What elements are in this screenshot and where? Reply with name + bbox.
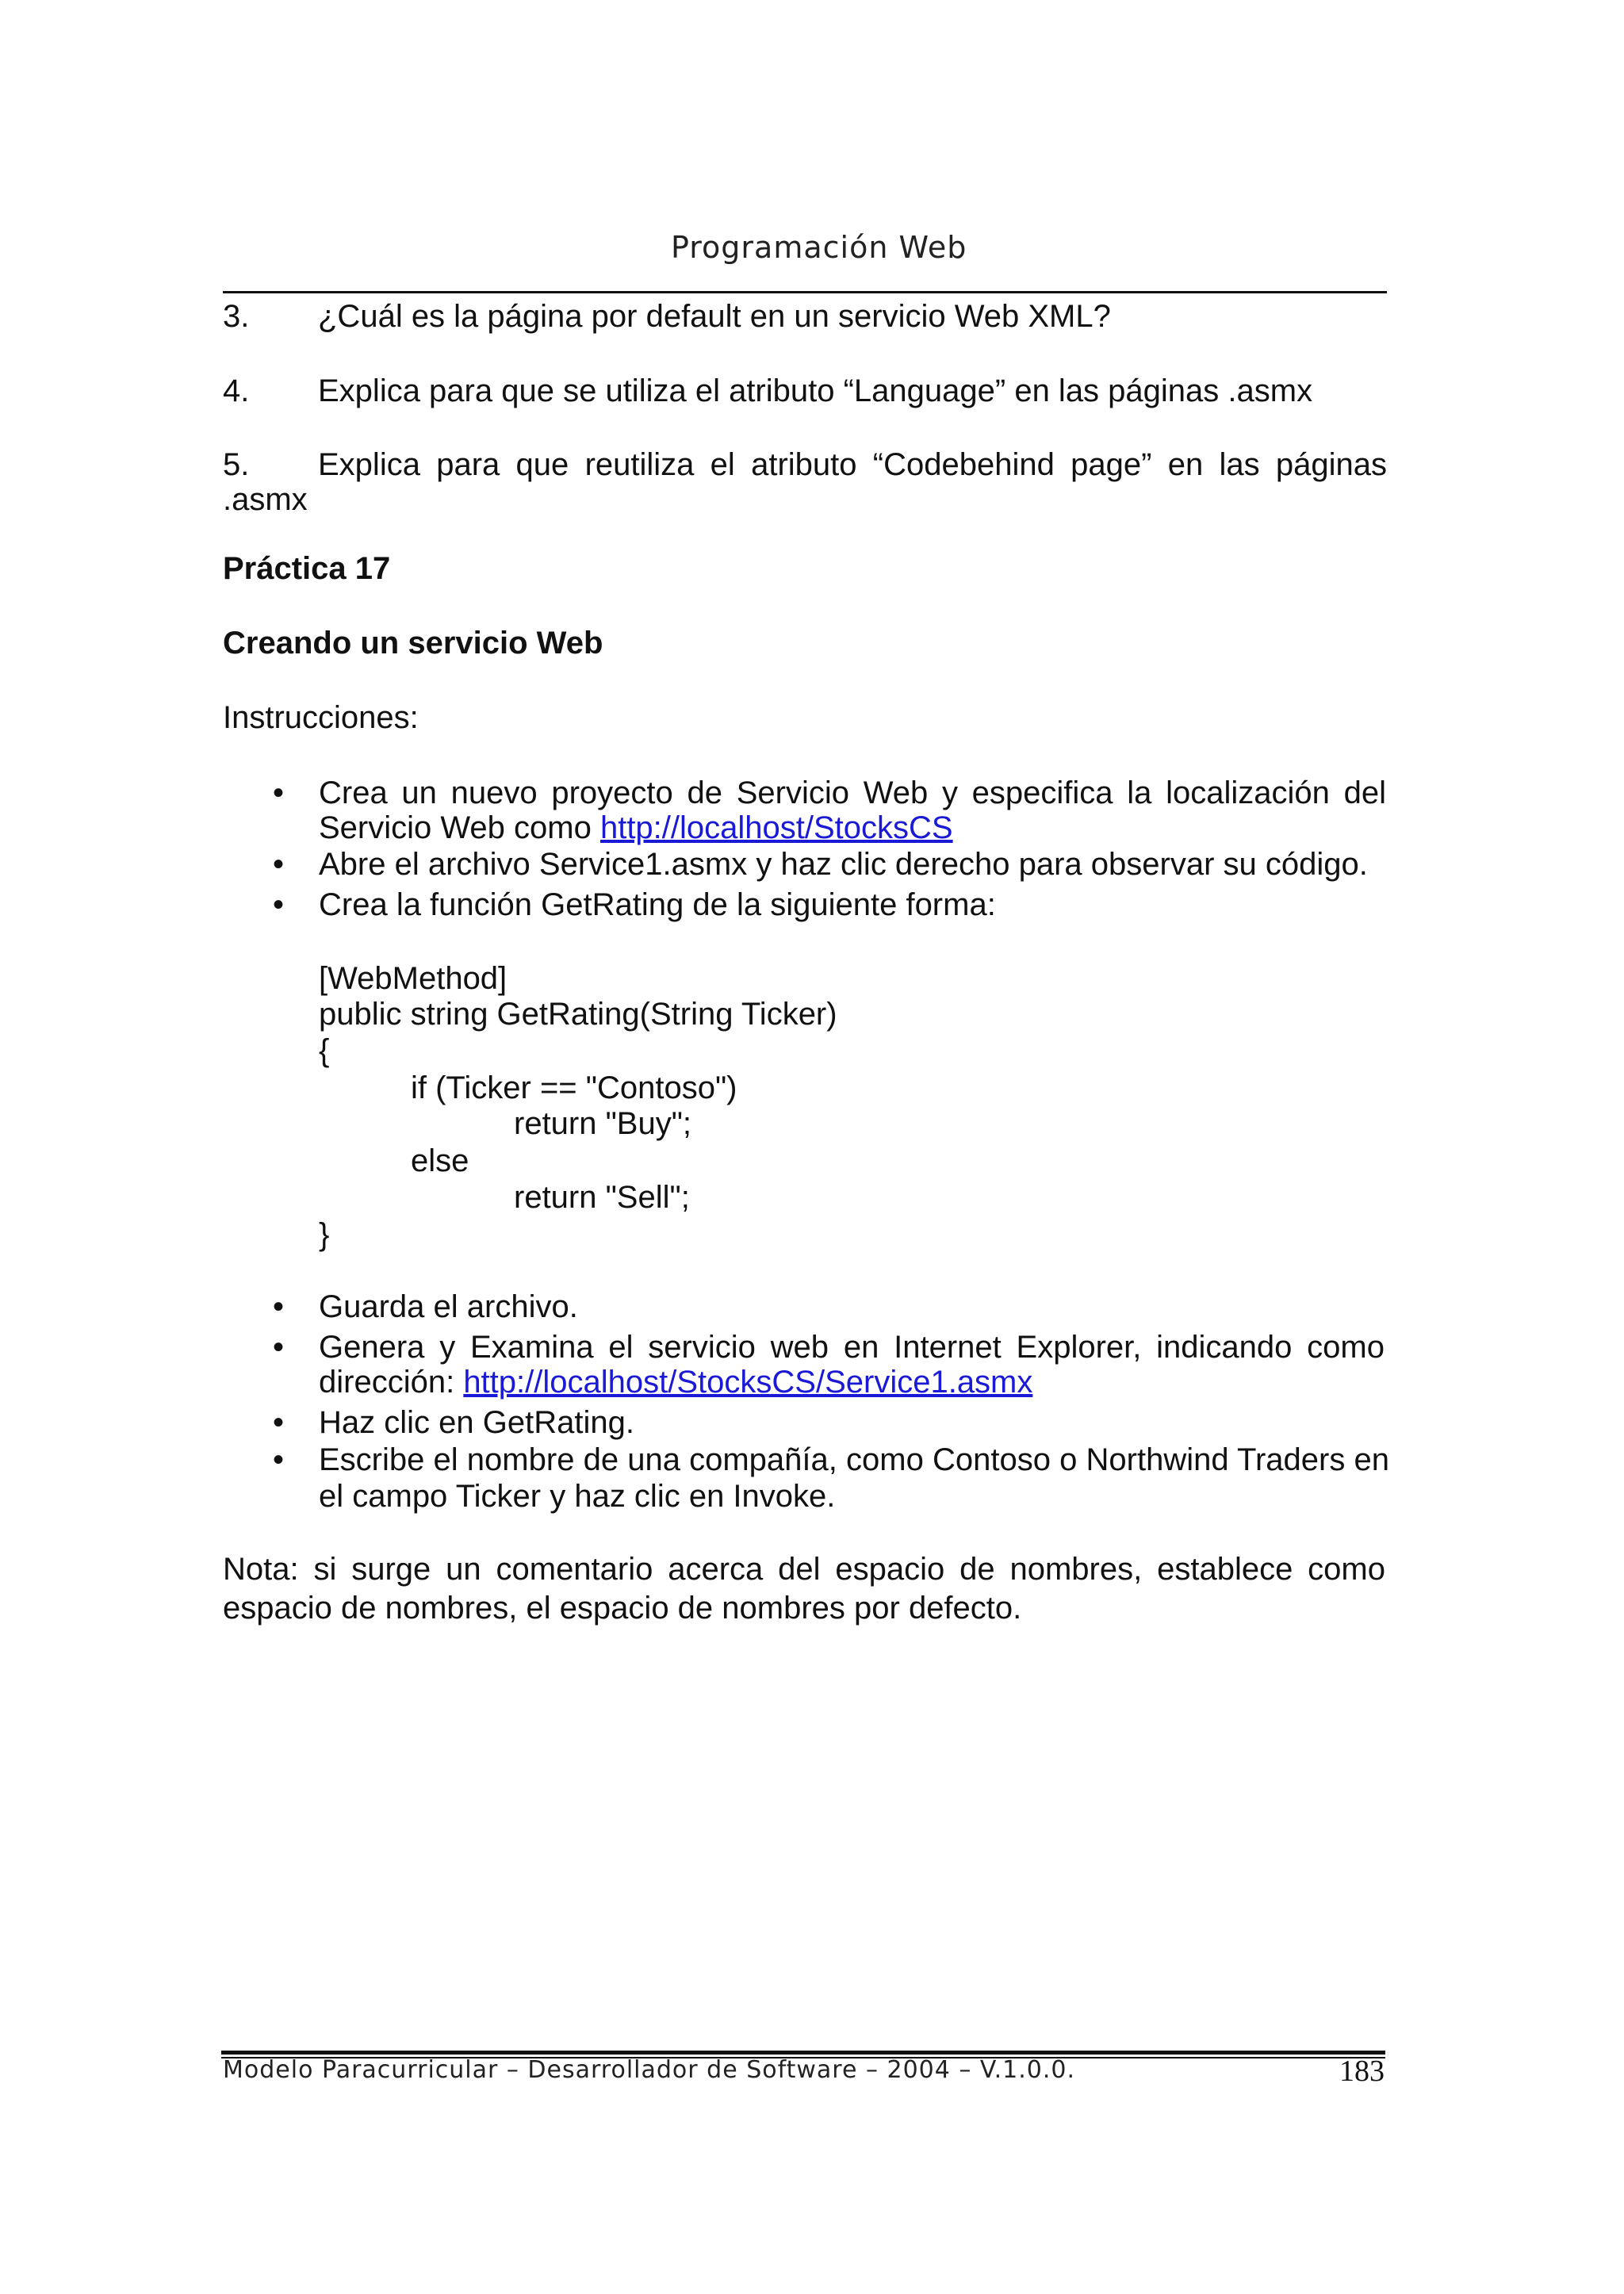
code-line: return "Sell"; (514, 1180, 690, 1215)
code-line: public string GetRating(String Ticker) (319, 997, 837, 1032)
note-line1: Nota: si surge un comentario acerca del espacio de nombres, establece como (223, 1552, 1385, 1587)
bullet-icon: • (273, 847, 285, 882)
bullet-6: Haz clic en GetRating. (319, 1405, 634, 1440)
bullet-icon: • (273, 887, 285, 922)
code-line: return "Buy"; (514, 1106, 692, 1141)
question-5-line2: .asmx (223, 482, 308, 517)
bullet-icon: • (273, 1330, 285, 1365)
question-number: 3. (223, 299, 250, 334)
header-rule (223, 291, 1387, 293)
footer-text: Modelo Paracurricular – Desarrollador de Software – 2004 – V.1.0.0. (223, 2056, 1075, 2084)
question-text: Explica para que reutiliza el atributo “Codebehind page” en las páginas (318, 447, 1387, 482)
bullet-5-line1: Genera y Examina el servicio web en Internet Explorer, indicando como (319, 1330, 1385, 1365)
bullet-1-line2 (319, 810, 953, 846)
bullet-7-line2: el campo Ticker y haz clic en Invoke. (319, 1479, 836, 1514)
question-5-line1 (223, 446, 1387, 483)
bullet-5-prefix: dirección: (319, 1365, 464, 1400)
service-link[interactable]: http://localhost/StocksCS/Service1.asmx (463, 1365, 1033, 1400)
code-line: else (411, 1143, 469, 1178)
code-line: } (319, 1217, 330, 1252)
practice-subtitle: Creando un servicio Web (223, 626, 603, 661)
bullet-7-line1: Escribe el nombre de una compañía, como Contoso o Northwind Traders en (319, 1442, 1389, 1477)
bullet-3: Crea la función GetRating de la siguiente forma: (319, 887, 996, 922)
note-line2: espacio de nombres, el espacio de nombres por defecto. (223, 1591, 1022, 1626)
instructions-label: Instrucciones: (223, 700, 419, 735)
bullet-4: Guarda el archivo. (319, 1289, 578, 1324)
bullet-icon: • (273, 1442, 285, 1477)
bullet-5-line2 (319, 1364, 1032, 1400)
question-text: Explica para que se utiliza el atributo “Language” en las páginas .asmx (318, 373, 1313, 408)
question-text: ¿Cuál es la página por default en un servicio Web XML? (318, 299, 1111, 334)
question-4 (223, 373, 1312, 409)
question-number: 5. (223, 447, 250, 482)
bullet-1-line1: Crea un nuevo proyecto de Servicio Web y especifica la localización del (319, 776, 1386, 810)
bullet-icon: • (273, 1289, 285, 1324)
stocks-link[interactable]: http://localhost/StocksCS (599, 810, 953, 845)
question-number: 4. (223, 373, 250, 408)
footer-rule-thick (221, 2051, 1385, 2055)
page-number: 183 (1339, 2055, 1385, 2088)
bullet-1-prefix: Servicio Web como (319, 810, 600, 845)
page-header-title: Programación Web (671, 230, 967, 265)
bullet-icon: • (273, 1405, 285, 1440)
bullet-2: Abre el archivo Service1.asmx y haz clic derecho para observar su código. (319, 847, 1368, 882)
code-line: { (319, 1033, 330, 1068)
bullet-icon: • (273, 776, 285, 810)
code-line: [WebMethod] (319, 961, 508, 996)
question-3 (223, 298, 1111, 335)
practice-title: Práctica 17 (223, 551, 391, 586)
code-line: if (Ticker == "Contoso") (411, 1070, 737, 1105)
